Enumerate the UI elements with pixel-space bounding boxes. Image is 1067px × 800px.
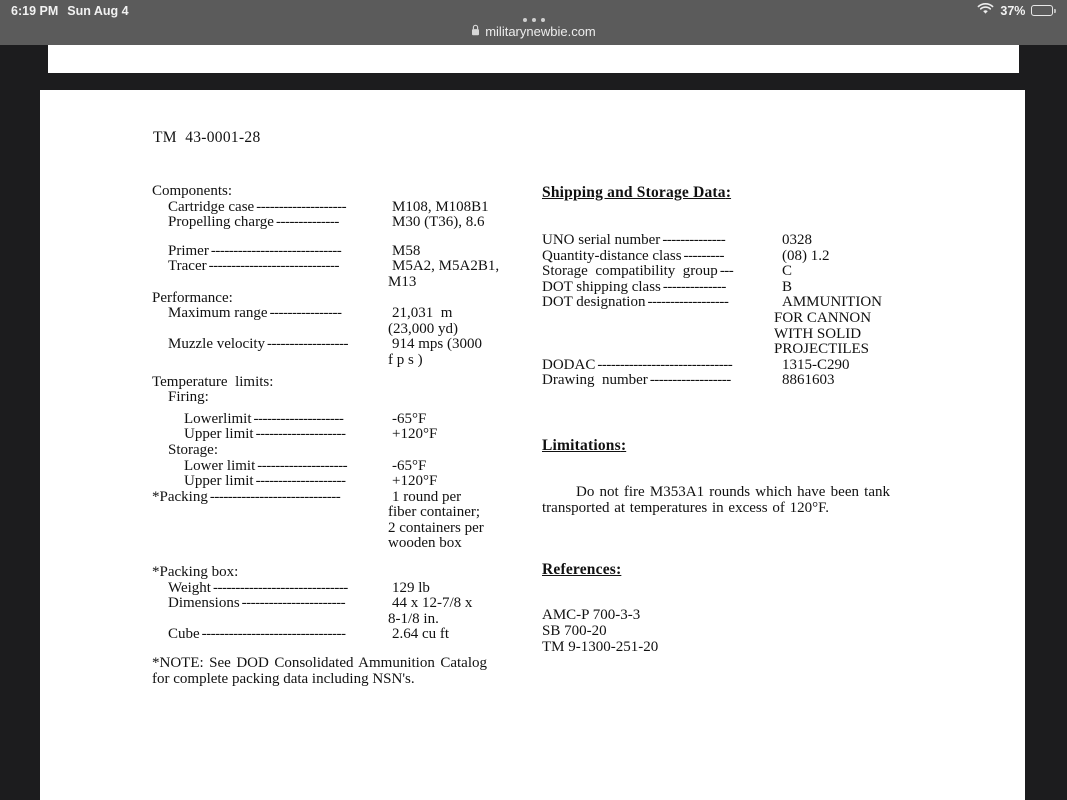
spec-value: (08) 1.2 [782, 247, 830, 264]
spec-label: Muzzle velocity [168, 336, 266, 353]
leader-dots: ----------------------- [241, 596, 346, 612]
spec-row [542, 358, 902, 374]
leader-dots: -------------------------------- [201, 627, 346, 643]
spec-value: M58 [392, 242, 421, 259]
status-bar-time: 6:19 PM [11, 3, 59, 18]
spec-label: Storage compatibility group [542, 263, 718, 280]
spec-row [152, 490, 507, 506]
spec-label: Tracer [168, 258, 207, 275]
tm-number: TM 43-0001-28 [153, 129, 261, 146]
spec-value: -65°F [392, 410, 427, 427]
references-heading-colon: : [616, 561, 622, 579]
safari-toolbar [0, 21, 1067, 45]
url-text: militarynewbie.com [485, 24, 596, 39]
spec-value: 21,031 m [392, 305, 453, 322]
spec-label: Cartridge case [168, 198, 255, 215]
spec-label: Maximum range [168, 305, 268, 322]
leader-dots: ---------------- [269, 306, 342, 322]
left-column [152, 184, 507, 687]
storage-heading: Storage: [168, 441, 218, 458]
packing-continued: 2 containers per [388, 519, 484, 536]
spec-label: Quantity-distance class [542, 247, 682, 264]
spec-value: AMMUNITION [782, 294, 882, 311]
spec-label: Primer [168, 242, 209, 259]
spec-label: Upper limit [184, 473, 254, 490]
spec-value: 1 round per [392, 488, 462, 505]
spec-row [152, 215, 507, 231]
battery-icon [1031, 5, 1056, 16]
spec-value: 914 mps (3000 [392, 336, 482, 353]
limitations-heading-wrap [542, 437, 902, 455]
dot-designation-continued: WITH SOLID [774, 325, 862, 342]
dimensions-continued: 8-1/8 in. [388, 610, 439, 627]
document-page [40, 90, 1025, 800]
leader-dots: -------------------- [256, 199, 347, 215]
right-column [542, 184, 902, 655]
leader-dots: ----------------------------- [209, 489, 341, 505]
dot-designation-continued: FOR CANNON [774, 309, 872, 326]
wifi-icon [977, 3, 994, 18]
leader-dots: --------- [683, 248, 725, 264]
spec-row [152, 259, 507, 275]
spec-label: Upper limit [184, 426, 254, 443]
leader-dots: ------------------------------ [597, 357, 733, 373]
reference-item: AMC-P 700-3-3 [542, 607, 641, 624]
spec-row [152, 581, 507, 597]
status-bar-left [0, 4, 129, 18]
spec-row [152, 427, 507, 443]
spec-row [152, 474, 507, 490]
temperature-limits-heading: Temperature limits: [152, 373, 274, 390]
leader-dots: -------------------- [255, 474, 346, 490]
references-heading: References [542, 561, 617, 579]
leader-dots: -------------- [275, 215, 339, 231]
leader-dots: -------------- [662, 279, 726, 295]
spec-row [152, 337, 507, 353]
leader-dots: -------------------- [257, 458, 348, 474]
spec-row [542, 373, 902, 389]
spec-value: -65°F [392, 457, 427, 474]
shipping-storage-heading-wrap [542, 184, 902, 202]
spec-row [542, 233, 902, 249]
limitations-text: Do not fire M353A1 rounds which have been tank transported at temperatures in excess of 120°F. [542, 483, 890, 517]
leader-dots: ------------------ [647, 295, 729, 311]
leader-dots: ----------------------------- [208, 259, 339, 275]
spec-label: *Packing [152, 488, 208, 505]
leader-dots: -------------------- [255, 427, 346, 443]
battery-percent-label: 37% [1000, 3, 1026, 18]
limitations-heading: Limitations [542, 436, 621, 454]
spec-row [152, 200, 507, 216]
spec-row [152, 596, 507, 612]
packing-box-heading: *Packing box: [152, 564, 239, 581]
spec-row [152, 459, 507, 475]
firing-heading: Firing: [168, 389, 209, 406]
spec-label: Weight [168, 579, 211, 596]
tracer-continued: M13 [388, 273, 417, 290]
previous-page-sliver [48, 45, 1019, 73]
spec-row [152, 627, 507, 643]
lock-icon [471, 24, 480, 39]
spec-label: Lowerlimit [184, 410, 252, 427]
spec-row [542, 280, 902, 296]
spec-label: DODAC [542, 356, 596, 373]
address-bar[interactable] [0, 24, 1067, 39]
limitations-heading-colon: : [620, 436, 627, 454]
performance-heading: Performance: [152, 289, 233, 306]
spec-label: Dimensions [168, 595, 240, 612]
spec-label: Drawing number [542, 372, 648, 389]
leader-dots: -------------------- [253, 411, 344, 427]
status-bar-right [977, 0, 1056, 21]
max-range-continued: (23,000 yd) [388, 320, 458, 337]
spec-value: B [782, 278, 793, 295]
spec-value: C [782, 263, 793, 280]
packing-note: *NOTE: See DOD Consolidated Ammunition Catalog for complete packing data including NSN's. [152, 655, 487, 687]
dot-designation-continued: PROJECTILES [774, 341, 870, 358]
packing-continued: fiber container; [388, 504, 481, 521]
muzzle-velocity-continued: f p s ) [388, 351, 423, 368]
leader-dots: -------------- [662, 233, 726, 248]
spec-value: 44 x 12-7/8 x [392, 595, 473, 612]
spec-value: 8861603 [782, 372, 835, 389]
spec-label: Cube [168, 626, 200, 643]
references-heading-wrap [542, 561, 902, 579]
reference-item: SB 700-20 [542, 622, 607, 639]
leader-dots: ------------------ [267, 337, 348, 353]
spec-value: 0328 [782, 232, 812, 248]
spec-label: DOT shipping class [542, 278, 661, 295]
spec-value: 2.64 cu ft [392, 626, 450, 643]
spec-row [542, 264, 902, 280]
spec-value: M30 (T36), 8.6 [392, 214, 485, 231]
packing-continued: wooden box [388, 535, 462, 552]
spec-value: +120°F [392, 473, 438, 490]
spec-row [152, 412, 507, 428]
spec-value: M5A2, M5A2B1, [392, 258, 500, 275]
spec-row [152, 244, 507, 260]
spec-value: +120°F [392, 426, 438, 443]
leader-dots: ------------------ [649, 373, 731, 389]
leader-dots: ------------------------------ [212, 580, 348, 596]
spec-label: Lower limit [184, 457, 256, 474]
leader-dots: --- [719, 264, 734, 280]
spec-value: M108, M108B1 [392, 198, 489, 215]
tab-dots-icon[interactable] [523, 18, 545, 22]
components-heading: Components: [152, 183, 233, 199]
shipping-storage-heading: Shipping and Storage Data [542, 184, 726, 201]
spec-label: Propelling charge [168, 214, 274, 231]
spec-row [152, 306, 507, 322]
reference-item: TM 9-1300-251-20 [542, 638, 659, 655]
status-bar-date: Sun Aug 4 [67, 3, 129, 18]
leader-dots: ----------------------------- [210, 243, 342, 259]
spec-value: 1315-C290 [782, 356, 850, 373]
spec-label: UNO serial number [542, 232, 661, 248]
spec-value: 129 lb [392, 579, 430, 596]
spec-row [542, 295, 902, 311]
spec-label: DOT designation [542, 294, 646, 311]
spec-row [542, 249, 902, 265]
shipping-storage-heading-colon: : [725, 184, 732, 201]
